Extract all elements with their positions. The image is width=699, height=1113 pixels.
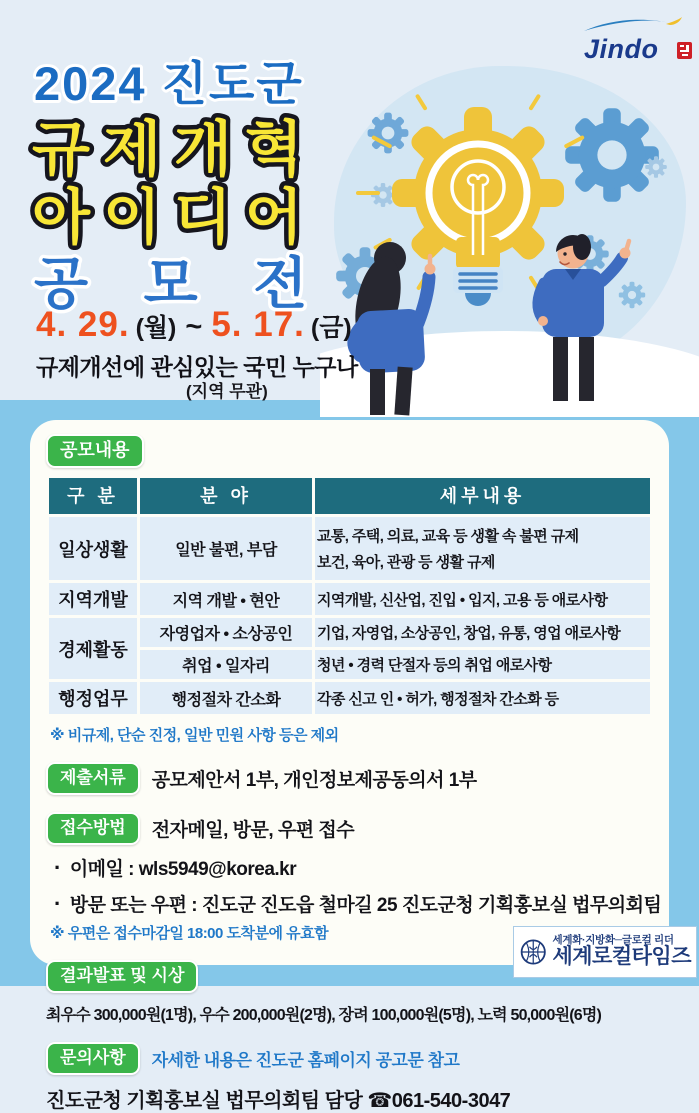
- row-field: 일반 불편, 부담: [140, 517, 312, 580]
- title-line-3: 아이디어: [32, 184, 316, 251]
- documents-text: 공모제안서 1부, 개인정보제공동의서 1부: [151, 770, 477, 791]
- table-exclusion-note: ※ 비규제, 단순 진정, 일반 민원 사항 등은 제외: [50, 727, 339, 744]
- table-row: [49, 618, 650, 647]
- row-category: 지역개발: [49, 583, 137, 615]
- title-line-4: 공 모 전: [34, 252, 328, 315]
- row-detail: 기업, 자영업, 소상공인, 창업, 유통, 영업 애로사항: [315, 618, 650, 647]
- jindo-seal-icon: [677, 42, 692, 59]
- poster-title: [24, 40, 364, 320]
- contest-table: [46, 475, 653, 717]
- press-name: 세계로컬타임즈: [552, 945, 691, 969]
- bullet-icon: ·: [54, 854, 61, 880]
- row-detail: [315, 517, 650, 580]
- content-card: [30, 420, 669, 1112]
- press-texts: [552, 935, 691, 968]
- section-badge-documents: 제출서류: [46, 762, 140, 795]
- gear-icon: [565, 108, 659, 202]
- row-detail: 청년 • 경력 단절자 등의 취업 애로사항: [315, 650, 650, 679]
- inquiry-note: 자세한 내용은 진도군 홈페이지 공고문 참고: [151, 1051, 460, 1070]
- title-line-1: 2024 진도군: [34, 57, 304, 110]
- table-row: [49, 682, 650, 714]
- eligibility-note: (지역 무관): [186, 382, 268, 401]
- email-line: [54, 854, 653, 881]
- jindo-logo: [580, 16, 692, 70]
- section-badge-inquiry: 문의사항: [46, 1042, 140, 1075]
- row-field: 행정절차 간소화: [140, 682, 312, 714]
- col-header-field: 분 야: [140, 478, 312, 514]
- gear-icon: [619, 282, 645, 308]
- email-text: 이메일 : wls5949@korea.kr: [69, 859, 297, 880]
- section-badge-contest: 공모내용: [46, 434, 144, 468]
- contact-phone-line: 진도군청 기획홍보실 법무의회팀 담당 ☎061-540-3047: [46, 1090, 511, 1112]
- bullet-icon: ·: [54, 890, 61, 916]
- contest-period: [36, 305, 352, 345]
- jindo-swoosh-icon: [582, 16, 686, 34]
- end-day: (금): [310, 314, 352, 342]
- application-text: 전자메일, 방문, 우편 접수: [151, 820, 355, 841]
- row-category: 경제활동: [49, 618, 137, 679]
- eligibility-text: 규제개선에 관심있는 국민 누구나: [36, 354, 358, 380]
- awards-text: 최우수 300,000원(1명), 우수 200,000원(2명), 장려 100,000원(5명), 노력 50,000원(6명): [46, 1007, 602, 1024]
- inquiry-section: [46, 1042, 653, 1075]
- start-date: 4. 29.: [36, 305, 130, 344]
- start-day: (월): [135, 314, 177, 342]
- col-header-detail: 세부내용: [315, 478, 650, 514]
- section-badge-awards: 결과발표 및 시상: [46, 960, 198, 993]
- jindo-logo-text: Jindo: [584, 34, 659, 64]
- detail-line: 보건, 육아, 관광 등 생활 규제: [317, 554, 495, 571]
- row-field: 지역 개발 • 현안: [140, 583, 312, 615]
- table-row: [49, 650, 650, 679]
- gear-icon: [645, 156, 667, 178]
- title-line-2: 규제개혁: [32, 116, 316, 183]
- section-badge-application: 접수방법: [46, 812, 140, 845]
- mail-deadline-note: ※ 우편은 접수마감일 18:00 도착분에 유효함: [50, 925, 329, 942]
- table-header-row: [49, 478, 650, 514]
- date-separator: ~: [185, 311, 203, 343]
- table-row: [49, 517, 650, 580]
- documents-section: [46, 762, 653, 795]
- row-detail: 각종 신고 인 • 허가, 행정절차 간소화 등: [315, 682, 650, 714]
- row-category: 일상생활: [49, 517, 137, 580]
- press-emblem-icon: [519, 933, 547, 971]
- press-tagline: 세계화·지방화─글로컬 리더: [552, 934, 674, 947]
- visit-line: [54, 890, 662, 917]
- visit-text: 방문 또는 우편 : 진도군 진도읍 철마길 25 진도군청 기획홍보실 법무의회팀: [69, 895, 662, 916]
- row-field: 자영업자 • 소상공인: [140, 618, 312, 647]
- row-category: 행정업무: [49, 682, 137, 714]
- hero-illustration: [320, 55, 699, 417]
- press-logo-box: [513, 926, 697, 978]
- col-header-category: 구 분: [49, 478, 137, 514]
- row-detail: 지역개발, 신산업, 진입 • 입지, 고용 등 애로사항: [315, 583, 650, 615]
- row-field: 취업 • 일자리: [140, 650, 312, 679]
- end-date: 5. 17.: [211, 305, 305, 344]
- detail-line: 교통, 주택, 의료, 교육 등 생활 속 불편 규제: [317, 528, 579, 545]
- application-section: [46, 812, 653, 845]
- table-row: [49, 583, 650, 615]
